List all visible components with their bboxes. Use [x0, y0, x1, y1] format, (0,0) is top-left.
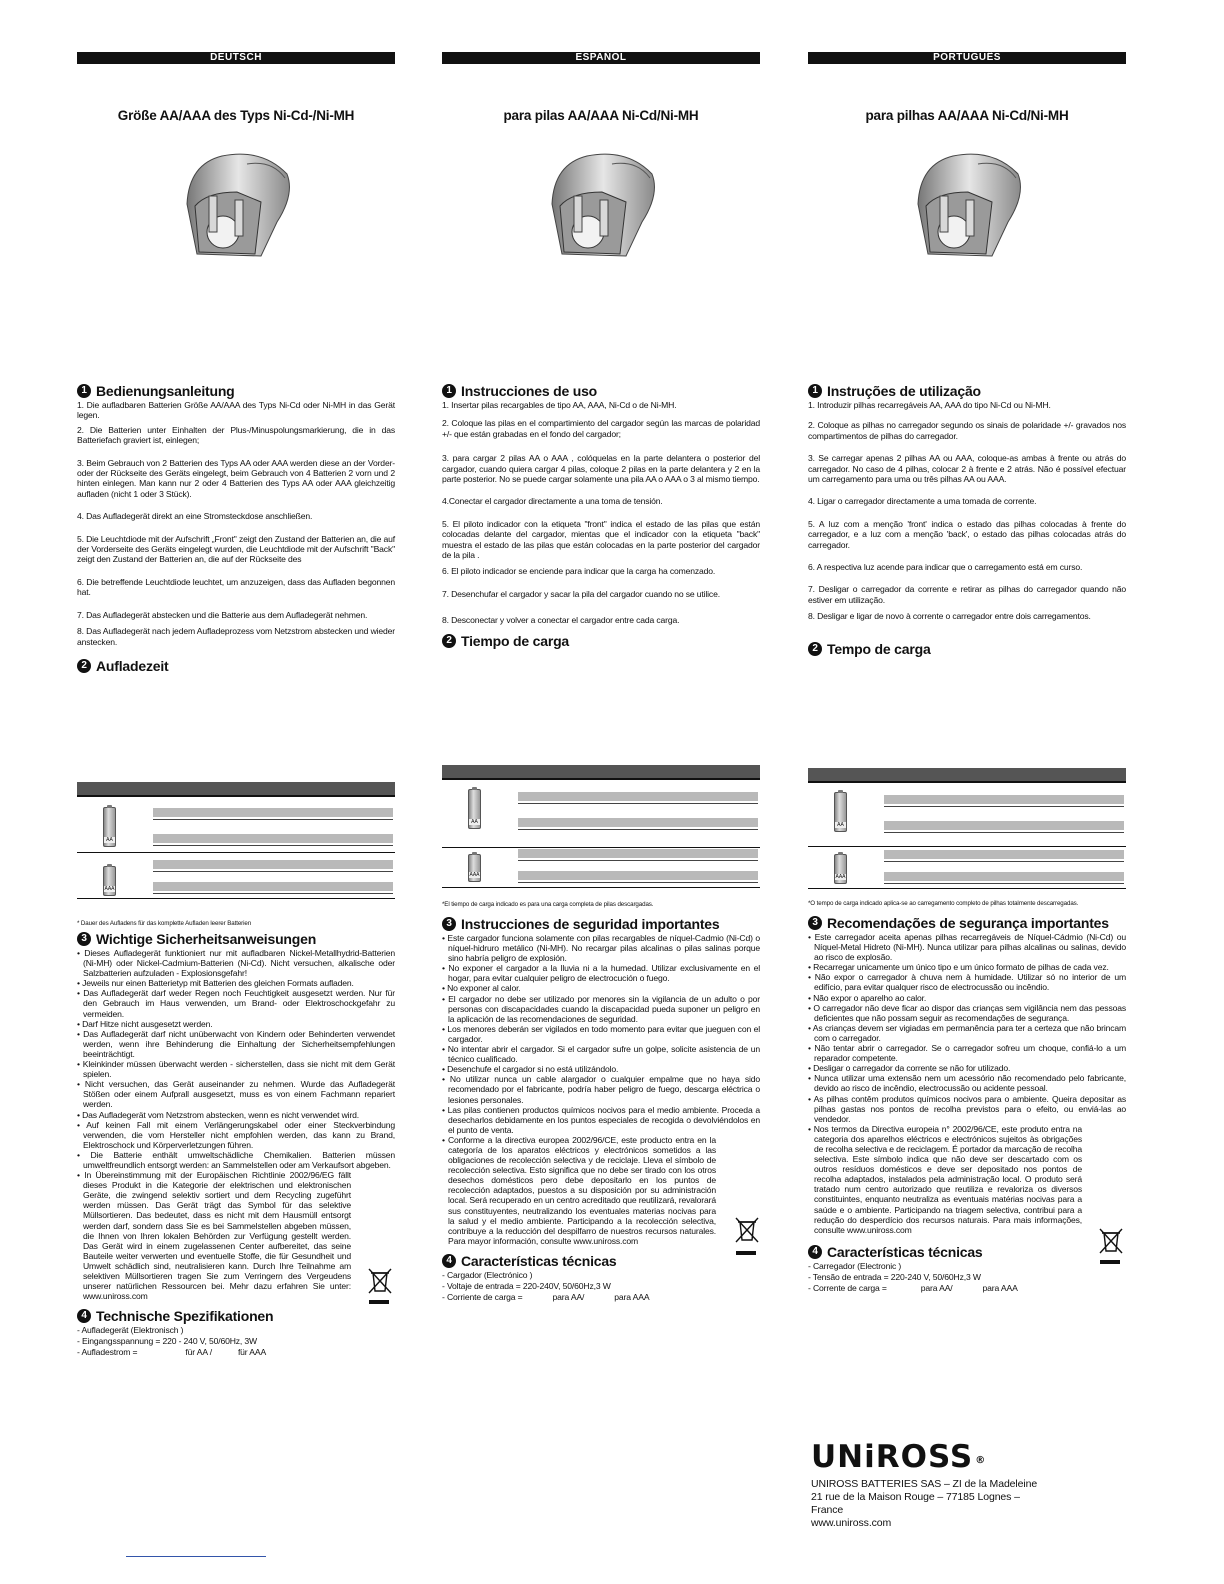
- safety-item: • Nicht versuchen, das Gerät auseinander zu nehmen. Wurde das Aufladegerät Stößen oder einem Aufprall ausgesetzt, muss es von einem Fachmann repariert werden.: [77, 1079, 395, 1110]
- section-title: Instrucciones de uso: [461, 383, 598, 399]
- safety-item: • Das Aufladegerät darf nicht unüberwacht von Kindern oder Behinderten verwendet werden, wenn ihre Behinderung die Einhaltung der Sicherheitsempfehlungen beeinträchtigt.: [77, 1028, 395, 1059]
- language-bar: PORTUGUÊS: [808, 52, 1126, 64]
- step-1: 1. Insertar pilas recargables de tipo AA, AAA, Ni-Cd o de Ni-MH.: [442, 400, 677, 410]
- section-title: Tiempo de carga: [461, 632, 570, 649]
- section-number-badge: 3: [808, 916, 822, 930]
- weee-bin-icon: [734, 1216, 760, 1244]
- company-name: UNIROSS BATTERIES SAS – ZI de la Madeleine: [811, 1478, 1038, 1490]
- weee-bar: [736, 1251, 756, 1255]
- section-number-badge: 4: [808, 1245, 822, 1259]
- safety-item-weee: • In Übereinstimmung mit der Europäischen Richtlinie 2002/96/EG fällt dieses Produkt in die Kategorie der elektrischen und elektronischen Geräte, die zwingend selektiv sortiert und dem Recycling zugeführt werden müssen. Das Gerät trägt das Symbol für das selektive Müllsortieren. Das bedeutet, dass es nicht mit dem Hausmüll entsorgt werden darf, sondern dass Sie es bei Sammelstellen abgeben müssen, die Ihnen von Ihren lokalen Behörden zur Verfügung gestellt werden. Das Gerät wird in einem zugelassenen Center aufbereitet, das seine Bauteile weiter verwerten und eventuelle Stoffe, die für Gesundheit und Umwelt schädlich sind, neutralisieren kann. Durch Ihre Teilnahme am selektiven Müllsortieren tragen Sie zum Verringern des Vergeudens unserer natürlichen Ressourcen bei. Mehr dazu erfahren Sie unter: www.uniross.com: [77, 1170, 351, 1302]
- safety-item: • Los menores deberán ser vigilados en todo momento para evitar que jueguen con el cargador.: [442, 1023, 760, 1044]
- safety-item: • Die Batterie enthält umweltschädliche Chemikalien. Batterien müssen umweltfreundlich entsorgt werden: an Sammelstellen oder am Verkaufsort abgeben.: [77, 1149, 395, 1170]
- safety-item: • Desligar o carregador da corrente se não for utilizado.: [808, 1063, 1011, 1074]
- safety-item: • Dieses Aufladegerät funktioniert nur mit aufladbaren Nickel-Metallhydrid-Batterien (Ni-MH) oder Nickel-Cadmium-Batterien (Ni-Cd). Nicht versuchen, alkalische oder Salzbatterien aufzuladen - Explosionsgefahr!: [77, 948, 395, 979]
- section-number-badge: 1: [808, 384, 822, 398]
- section-title: Wichtige Sicherheitsanweisungen: [96, 931, 317, 947]
- safety-item: • Kleinkinder müssen überwacht werden - sicherstellen, dass sie nicht mit dem Gerät spielen.: [77, 1059, 395, 1080]
- safety-item: • Auf keinen Fall mit einem Verlängerungskabel oder einer Steckverbindung verwenden, die vom Hersteller nicht empfohlen werden, das kann zu Brand, Elektroschock und Körperverletzungen führen.: [77, 1119, 395, 1150]
- charger-image: [542, 144, 664, 264]
- uniross-logo: UNiROSS ®: [811, 1439, 987, 1475]
- weee-bin-icon: [367, 1267, 393, 1295]
- safety-item-weee: • Nos termos da Directiva europeia n° 2002/96/CE, este produto entra na categoria dos aparelhos eléctricos e electrónicos sujeitos às obrigações de recolha selectiva e de reciclagem. É portador da marcação de recolha selectiva. Este símbolo indica que não deve ser descartado com os outros resíduos domésticos e deve ser depositado nos pontos de recolha adaptados, instalados pela administração local. O produto será tratado num centro autorizado que reutiliza e revaloriza os diversos constituintes, enquanto neutraliza as eventuais matérias nocivas para a saúde e o ambiente. Participando na triagem selectiva, contribui para a redução do desperdício dos recursos naturais. Para mais informações, consulte www.uniross.com: [808, 1123, 1082, 1235]
- step-2: 2. Die Batterien unter Einhalten der Plus-/Minuspolungsmarkierung, die in das Batteriefach graviert ist, einlegen;: [77, 424, 395, 446]
- safety-item: • Nunca utilizar uma extensão nem um acessório não recomendado pelo fabricante, devido ao risco de incêndio, electrocussão ou acidente pessoal.: [808, 1073, 1126, 1094]
- footer-rule: [126, 1556, 266, 1557]
- step-7: 7. Desligar o carregador da corrente e retirar as pilhas do carregador quando não estiver em utilização.: [808, 584, 1126, 605]
- step-2: 2. Coloque as pilhas no carregador segundo os sinais de polaridade +/- gravados nos compartimentos de pilhas do carregador.: [808, 420, 1126, 441]
- section-title: Características técnicas: [827, 1243, 983, 1260]
- aaa-battery-icon: AAA: [468, 854, 481, 882]
- section-number-badge: 4: [442, 1254, 456, 1268]
- spec-input-voltage: - Eingangsspannung = 220 - 240 V, 50/60Hz, 3W: [77, 1336, 257, 1347]
- company-website[interactable]: www.uniross.com: [811, 1517, 892, 1529]
- charge-time-footnote: *El tiempo de carga indicado es para una carga completa de pilas descargadas.: [442, 901, 654, 908]
- section-title: Características técnicas: [461, 1252, 617, 1269]
- column-espanol: [442, 52, 760, 1372]
- step-4: 4.Conectar el cargador directamente a una toma de tensión.: [442, 496, 663, 507]
- spec-charger-type: - Aufladegerät (Elektronisch ): [77, 1325, 184, 1336]
- step-1: 1. Introduzir pilhas recarregáveis AA, AAA do tipo Ni-Cd ou Ni-MH.: [808, 400, 1051, 410]
- language-bar: ESPAÑOL: [442, 52, 760, 64]
- safety-item-weee: • Conforme a la directiva europea 2002/96/CE, este producto entra en la categoría de los aparatos eléctricos y electrónicos sometidos a las obligaciones de recolección selectiva y de reciclaje. Lleva el símbolo de recolección selectiva. Esto significa que no debe ser tirado con los otros desechos domésticos pero debe depositarlo en los puntos de recolección adaptados, puestos a su disposición por su administración local. Será recuperado en un centro acreditado que reutilizará, revalorará sus constituyentes, neutralizando los eventuales materias nocivas para la salud y el medio ambiente. Participando a la recolección selectiva, contribuye a la reducción del despilfarro de nuestros recursos naturales. Para mayor información, consulte www.uniross.com: [442, 1134, 716, 1246]
- safety-item: • O carregador não deve ficar ao dispor das crianças sem vigilância nem das pessoas deficientes que não possam seguir as recomendações de segurança.: [808, 1002, 1126, 1023]
- aaa-battery-icon: AAA: [103, 866, 116, 896]
- step-8: 8. Desconectar y volver a conectar el cargador entre cada carga.: [442, 615, 680, 626]
- charge-time-table: [808, 768, 1126, 892]
- section-title: Aufladezeit: [96, 657, 169, 674]
- spec-input-voltage: - Voltaje de entrada = 220-240V, 50/60Hz,3 W: [442, 1280, 611, 1291]
- safety-section: [442, 901, 760, 1303]
- column-portugues: [808, 52, 1126, 1392]
- table-header: [442, 765, 760, 778]
- step-3: 3. Beim Gebrauch von 2 Batterien des Typs AA oder AAA werden diese an der Vorder- oder der Rückseite des Geräts eingelegt, beim Gebrauch von 4 Batterien 2 vorn und 2 hinten einlegen. Man kann nur 2 oder 4 Batterien des Typs AA oder AAA gleichzeitig aufladen (nicht 1 oder 3 Stück).: [77, 457, 395, 499]
- step-8: 8. Das Aufladegerät nach jedem Aufladeprozess vom Netzstrom abstecken und wieder anstecken.: [77, 626, 395, 647]
- safety-item: • Não tentar abrir o carregador. Se o carregador sofreu um choque, confiá-lo a um reparador competente.: [808, 1043, 1126, 1064]
- table-header: [77, 782, 395, 795]
- aa-battery-icon: AA: [468, 789, 481, 829]
- charge-time-table: [77, 782, 395, 906]
- section-number-badge: 2: [808, 642, 822, 656]
- section-number-badge: 3: [77, 932, 91, 946]
- weee-bin-icon: [1098, 1227, 1124, 1255]
- step-5: 5. El piloto indicador con la etiqueta "front" indica el estado de las pilas que están colocadas delante del cargador, mientas que el indicador con la etiqueta "back" muestra el estado de las pilas que están colocadas en la parte posterior del cargador de la pila .: [442, 518, 760, 561]
- product-subtitle: Größe AA/AAA des Typs Ni-Cd-/Ni-MH: [117, 108, 355, 123]
- step-4: 4. Das Aufladegerät direkt an eine Stromsteckdose anschließen.: [77, 511, 313, 522]
- charger-image: [177, 144, 299, 264]
- instructions-section: [808, 382, 1126, 658]
- charge-time-table: [442, 765, 760, 889]
- spec-charge-current: - Aufladestrom = für AA / für AAA: [77, 1347, 267, 1358]
- spec-input-voltage: - Tensão de entrada = 220-240 V, 50/60Hz,3 W: [808, 1271, 981, 1282]
- step-6: 6. El piloto indicador se enciende para indicar que la carga ha comenzado.: [442, 566, 716, 577]
- spec-charger-type: - Carregador (Electronic ): [808, 1260, 902, 1271]
- safety-item: • Das Aufladegerät vom Netzstrom abstecken, wenn es nicht verwendet wird.: [77, 1109, 360, 1120]
- charger-image: [908, 144, 1030, 264]
- safety-section: [77, 920, 395, 1358]
- section-title: Bedienungsanleitung: [96, 383, 235, 399]
- safety-item: • No exponer al calor.: [442, 983, 521, 994]
- safety-item: • No exponer el cargador a la lluvia ni a la humedad. Utilizar exclusivamente en el hogar, para evitar cualquier peligro de electrocución o fuego.: [442, 963, 760, 984]
- spec-charge-current: - Corriente de carga = para AA/ para AAA: [442, 1291, 650, 1302]
- language-bar: DEUTSCH: [77, 52, 395, 64]
- safety-item: • Las pilas contienen productos químicos nocivos para el medio ambiente. Proceda a desecharlos debidamente en los puntos especiales de recogida o devolviéndolos en el punto de venta.: [442, 1104, 760, 1135]
- safety-item: • Das Aufladegerät darf weder Regen noch Feuchtigkeit ausgesetzt werden. Nur für den Gebrauch im Haus verwenden, um Brand- oder Elektroschockgefahr zu vermeiden.: [77, 988, 395, 1019]
- safety-item: • Jeweils nur einen Batterietyp mit Batterien des gleichen Formats aufladen.: [77, 978, 354, 989]
- safety-section: [808, 900, 1126, 1294]
- section-number-badge: 2: [442, 634, 456, 648]
- step-7: 7. Das Aufladegerät abstecken und die Batterie aus dem Aufladegerät nehmen.: [77, 609, 368, 620]
- step-5: 5. A luz com a menção 'front' indica o estado das pilhas colocadas à frente do carregador, e a luz com a menção 'back', o estado das pilhas colocadas atrás do carregador.: [808, 518, 1126, 550]
- section-number-badge: 4: [77, 1309, 91, 1323]
- safety-item: • El cargador no debe ser utilizado por menores sin la vigilancia de un adulto o por personas con discapacidades cuando la discapacidad pueda suponer un peligro en la aplicación de las recomendaciones de seguridad.: [442, 993, 760, 1024]
- table-header: [808, 768, 1126, 781]
- safety-item: • Este carregador aceita apenas pilhas recarregáveis de Níquel-Cádmio (Ni-Cd) ou Níquel-Metal Hidreto (Ni-MH). Nunca utilizar para pilhas alcalinas ou salinas, devido ao risco de explosão.: [808, 932, 1126, 963]
- charge-time-footnote: * Dauer des Aufladens für das komplette Aufladen leerer Batterien: [77, 920, 252, 927]
- spec-charge-current: - Corrente de carga = para AA/ para AAA: [808, 1282, 1018, 1293]
- section-number-badge: 1: [77, 384, 91, 398]
- step-4: 4. Ligar o carregador directamente a uma tomada de corrente.: [808, 496, 1037, 507]
- section-title: Recomendações de segurança importantes: [827, 915, 1109, 931]
- instructions-section: [442, 382, 760, 650]
- charge-time-footnote: *O tempo de carga indicado aplica-se ao carregamento completo de pilhas totalmente descarregadas.: [808, 900, 1079, 907]
- step-5: 5. Die Leuchtdiode mit der Aufschrift „Front" zeigt den Zustand der Batterien an, die auf der Vorderseite des Geräts eingelegt wurden, die Leuchtdiode mit der Aufschrift "Back" zeigt den Zustand der Batterien an, die auf der Rückseite des: [77, 533, 395, 565]
- weee-bar: [369, 1300, 389, 1304]
- safety-item: • Não expor o aparelho ao calor.: [808, 992, 927, 1003]
- section-number-badge: 2: [77, 659, 91, 673]
- aa-battery-icon: AA: [834, 792, 847, 832]
- step-6: 6. A respectiva luz acende para indicar que o carregamento está em curso.: [808, 562, 1083, 573]
- section-title: Instruções de utilização: [827, 383, 981, 399]
- section-title: Tempo de carga: [827, 640, 931, 657]
- safety-item: • No intentar abrir el cargador. Si el cargador sufre un golpe, solicite asistencia de un técnico cualificado.: [442, 1044, 760, 1065]
- step-2: 2. Coloque las pilas en el compartimiento del cargador según las marcas de polaridad +/- que están grabadas en el fondo del cargador;: [442, 418, 760, 439]
- step-7: 7. Desenchufar el cargador y sacar la pila del cargador cuando no se utilice.: [442, 588, 720, 599]
- safety-item: • As crianças devem ser vigiadas em permanência para ter a certeza que não brincam com o carregador.: [808, 1022, 1126, 1043]
- step-3: 3. para cargar 2 pilas AA o AAA , colóquelas en la parte delantera o posterior del cargador, cuando quiera cargar 4 pilas, coloque 2 pilas en la parte delantera y 2 en la parte posterior. No se puede cargar solamente una pila AA o AAA o 3 al mismo tiempo.: [442, 453, 760, 485]
- company-address: 21 rue de la Maison Rouge – 77185 Lognes – France: [811, 1491, 1020, 1516]
- spec-charger-type: - Cargador (Electrónico ): [442, 1269, 533, 1280]
- safety-item: • Não expor o carregador à chuva nem à humidade. Utilizar só no interior de um edifício, para evitar qualquer risco de electrocussão ou incêndio.: [808, 972, 1126, 993]
- aaa-battery-icon: AAA: [834, 854, 847, 884]
- step-3: 3. Se carregar apenas 2 pilhas AA ou AAA, coloque-as ambas à frente ou atrás do carregador. No caso de 4 pilhas, colocar 2 à frente e 2 atrás. Não é possível efectuar um carregamento para uma ou três pilhas AA ou AAA.: [808, 453, 1126, 485]
- aa-battery-icon: AA: [103, 807, 116, 847]
- column-deutsch: [77, 52, 395, 1412]
- product-subtitle: para pilhas AA/AAA Ni-Cd/Ni-MH: [865, 108, 1069, 123]
- section-number-badge: 1: [442, 384, 456, 398]
- product-subtitle: para pilas AA/AAA Ni-Cd/Ni-MH: [503, 108, 699, 123]
- instructions-section: [77, 382, 395, 675]
- brand-block: [811, 1440, 1051, 1530]
- step-8: 8. Desligar e ligar de novo à corrente o carregador entre dois carregamentos.: [808, 611, 1091, 622]
- weee-bar: [1100, 1260, 1120, 1264]
- section-title: Instrucciones de seguridad importantes: [461, 916, 720, 932]
- section-number-badge: 3: [442, 917, 456, 931]
- safety-item: • Este cargador funciona solamente con pilas recargables de níquel-Cadmio (Ni-Cd) o níquel-hidruro metálico (Ni-MH). No recargar pilas alcalinas o pilas salinas porque sino habría peligro de explosión.: [442, 933, 760, 964]
- safety-item: • As pilhas contêm produtos químicos nocivos para o ambiente. Queira depositar as pilhas gastas nos pontos de recolha previstos para o efeito, ou enviá-las ao vendedor.: [808, 1093, 1126, 1124]
- safety-item: • No utilizar nunca un cable alargador o cualquier empalme que no haya sido recomendado por el fabricante, podría haber peligro de fuego, descarga eléctrica o lesiones personales.: [442, 1074, 760, 1105]
- section-title: Technische Spezifikationen: [96, 1308, 274, 1325]
- step-1: 1. Die aufladbaren Batterien Größe AA/AAA des Typs Ni-Cd oder Ni-MH in das Gerät legen.: [77, 400, 395, 421]
- safety-item: • Recarregar unicamente um único tipo e um único formato de pilhas de cada vez.: [808, 962, 1109, 973]
- safety-item: • Desenchufe el cargador si no está utilizándolo.: [442, 1064, 619, 1075]
- step-6: 6. Die betreffende Leuchtdiode leuchtet, um anzuzeigen, dass das Aufladen begonnen hat.: [77, 576, 395, 598]
- safety-item: • Darf Hitze nicht ausgesetzt werden.: [77, 1018, 213, 1029]
